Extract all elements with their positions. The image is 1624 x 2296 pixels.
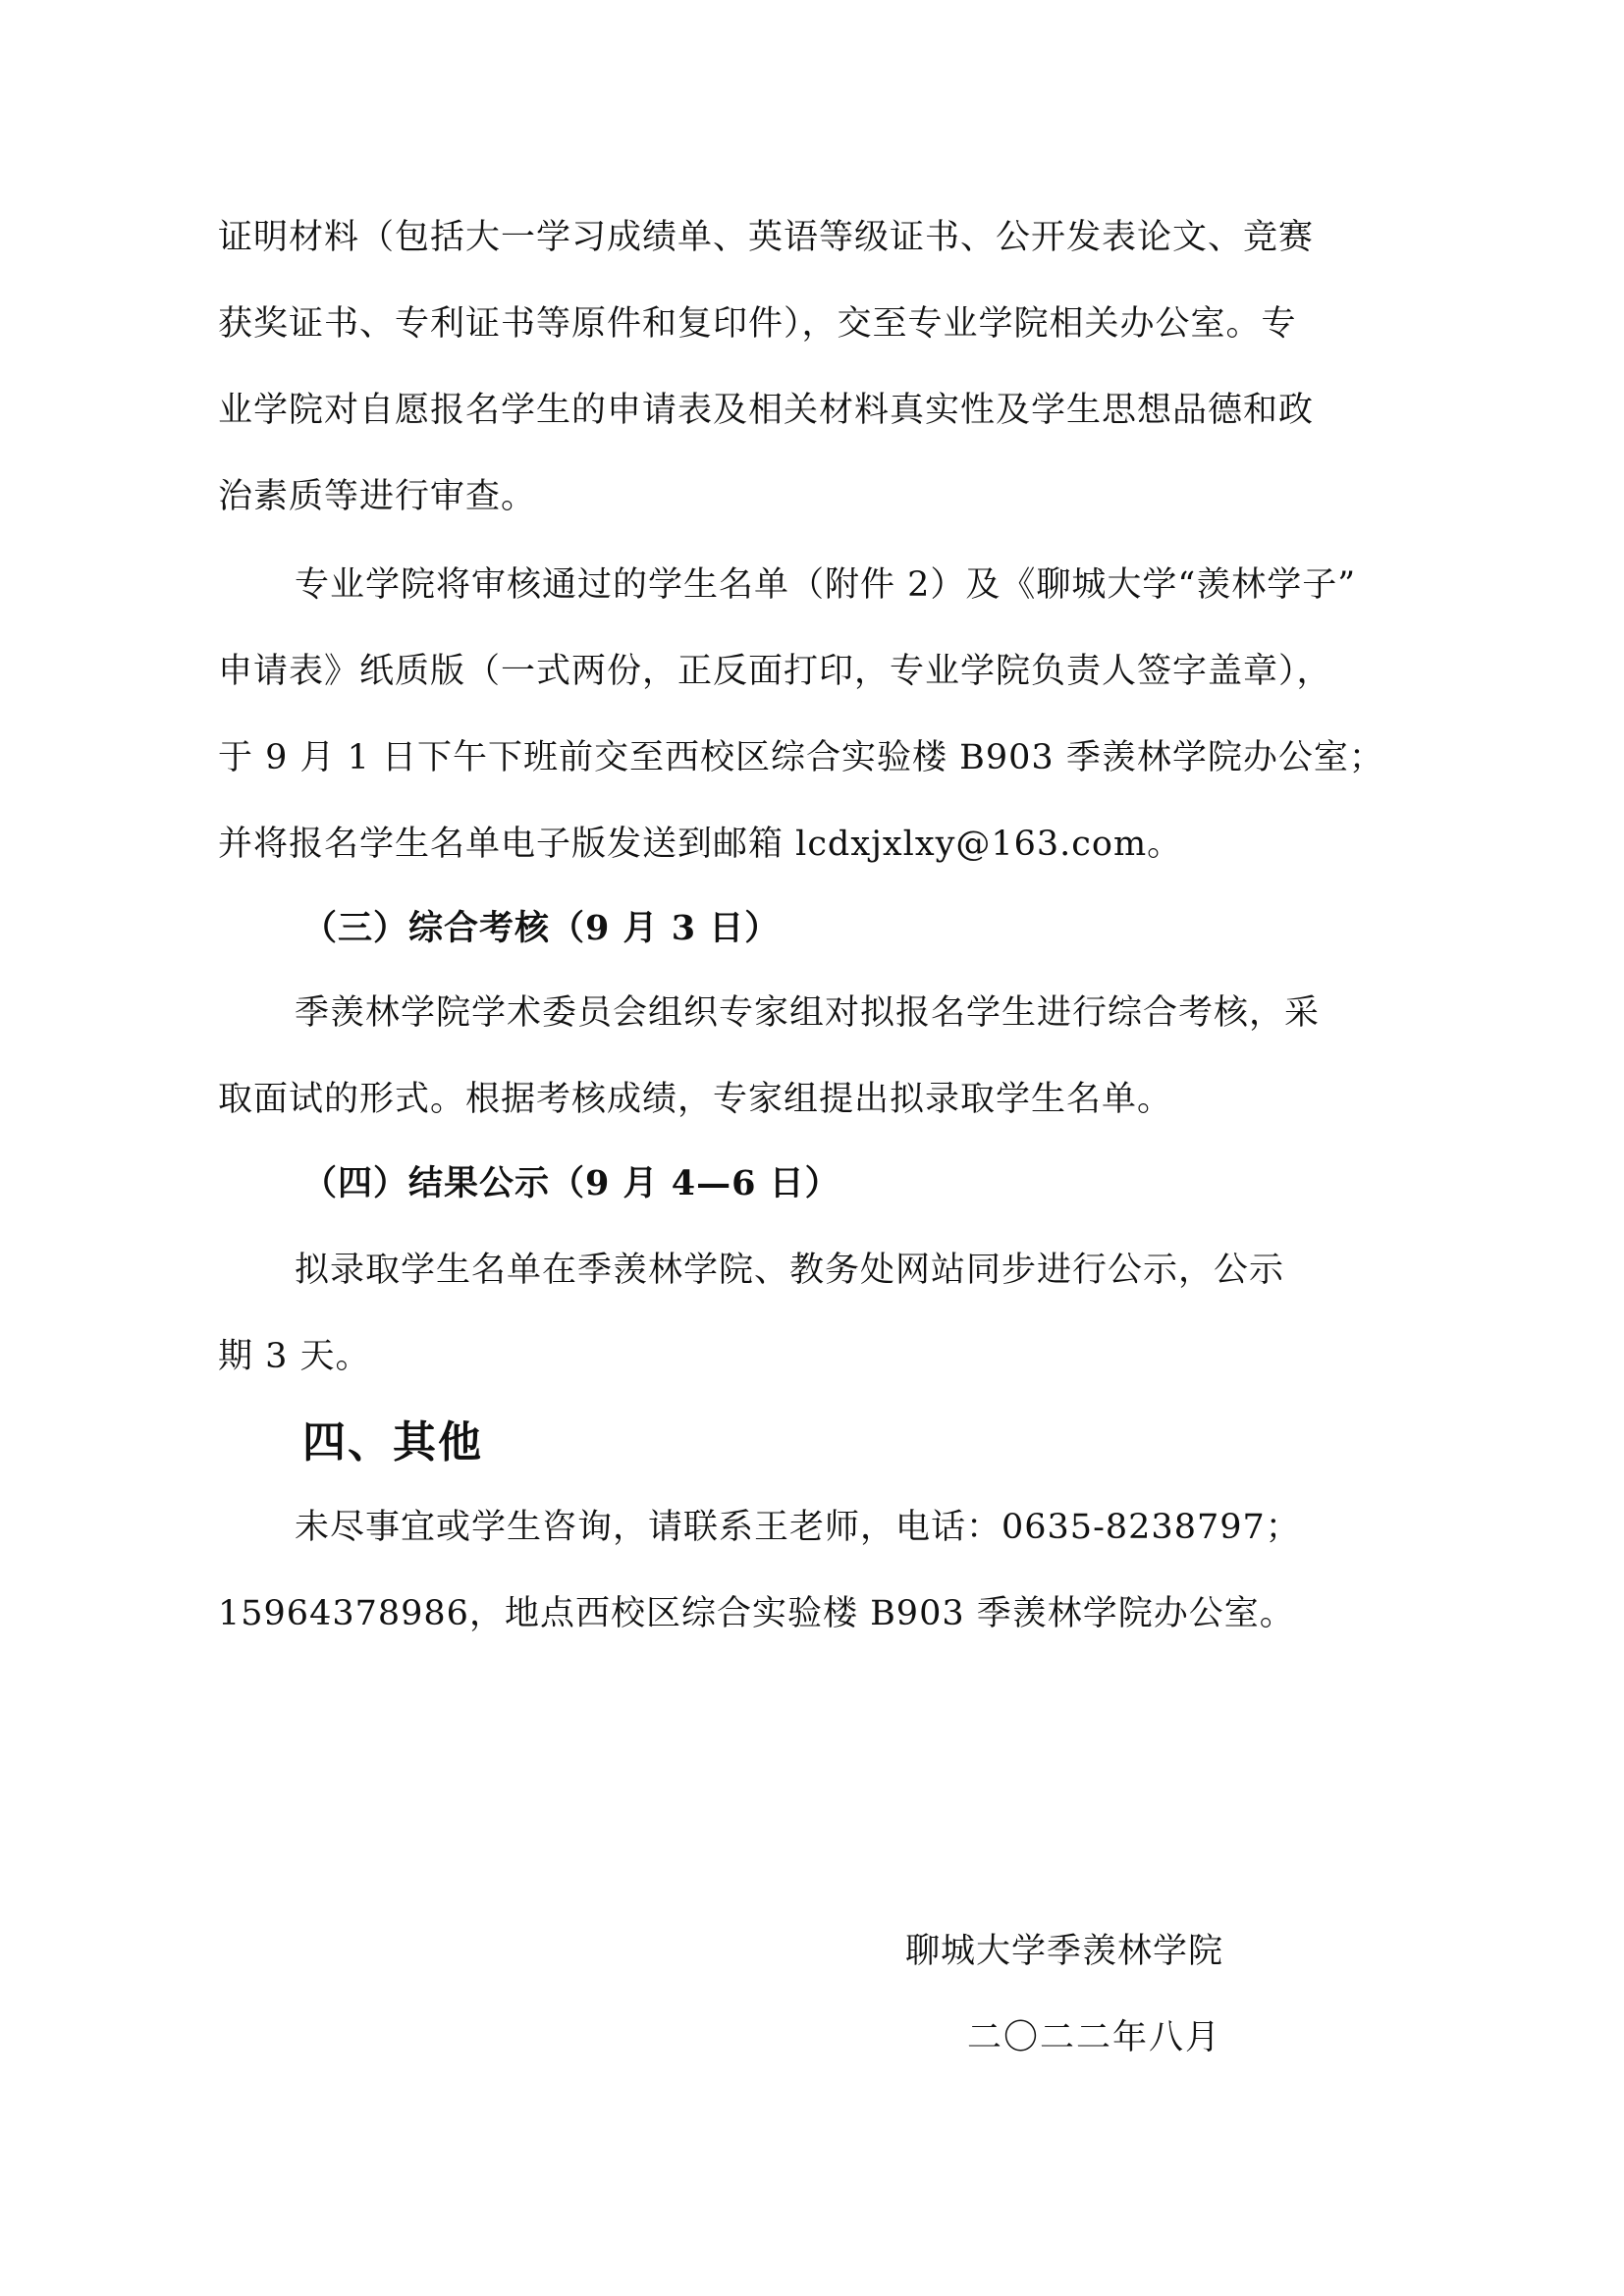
paragraph-3-line-1: 季羡林学院学术委员会组织专家组对拟报名学生进行综合考核，采 (295, 993, 1321, 1033)
signature-date: 二〇二二年八月 (967, 2018, 1222, 2057)
sub-heading-4: （四）结果公示（9 月 4—6 日） (302, 1163, 840, 1203)
paragraph-2-line-2: 申请表》纸质版（一式两份，正反面打印，专业学院负责人签字盖章）， (218, 652, 1332, 691)
sub-heading-3: （三）综合考核（9 月 3 日） (302, 908, 781, 948)
section-heading-other: 四、其他 (302, 1417, 483, 1468)
paragraph-4-line-2: 期 3 天。 (218, 1337, 371, 1376)
paragraph-5-line-2: 15964378986，地点西校区综合实验楼 B903 季羡林学院办公室。 (218, 1594, 1295, 1633)
paragraph-1-line-2: 获奖证书、专利证书等原件和复印件），交至专业学院相关办公室。专 (218, 304, 1297, 344)
paragraph-1-line-4: 治素质等进行审查。 (218, 477, 537, 516)
paragraph-2-line-1: 专业学院将审核通过的学生名单（附件 2）及《聊城大学“羡林学子” (295, 565, 1357, 605)
paragraph-4-line-1: 拟录取学生名单在季羡林学院、教务处网站同步进行公示，公示 (295, 1251, 1285, 1290)
paragraph-2-line-4: 并将报名学生名单电子版发送到邮箱 lcdxjxlxy@163.com。 (218, 825, 1183, 864)
paragraph-3-line-2: 取面试的形式。根据考核成绩，专家组提出拟录取学生名单。 (218, 1080, 1173, 1119)
paragraph-5-line-1: 未尽事宜或学生咨询，请联系王老师，电话：0635-8238797； (295, 1508, 1301, 1547)
paragraph-2-line-3: 于 9 月 1 日下午下班前交至西校区综合实验楼 B903 季羡林学院办公室； (218, 738, 1384, 777)
signature-organization: 聊城大学季羡林学院 (905, 1932, 1224, 1971)
paragraph-1-line-3: 业学院对自愿报名学生的申请表及相关材料真实性及学生思想品德和政 (218, 391, 1315, 430)
paragraph-1-line-1: 证明材料（包括大一学习成绩单、英语等级证书、公开发表论文、竞赛 (218, 218, 1315, 257)
